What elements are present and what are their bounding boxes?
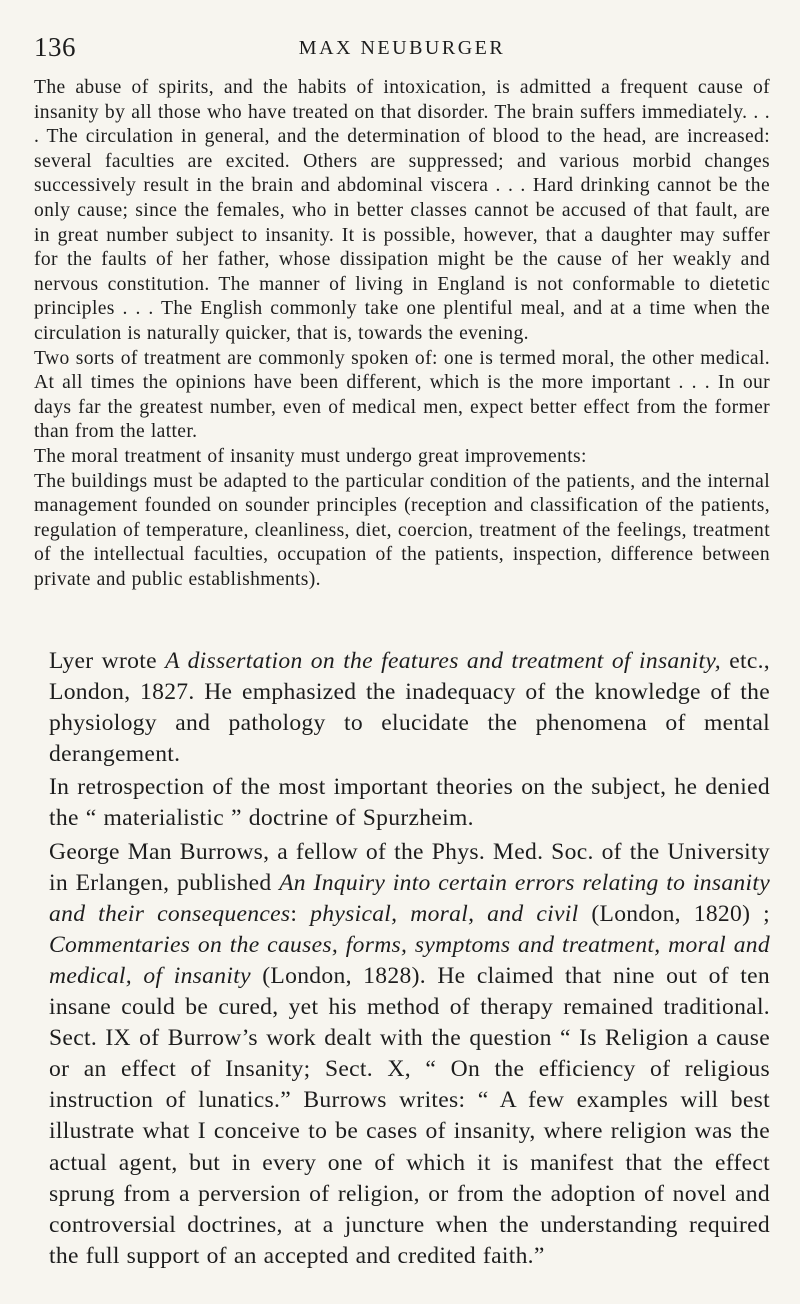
burrows-title-subtitle: physical, moral, and civil bbox=[310, 900, 579, 927]
paragraph-retrospection: In retrospection of the most important theories on the subject, he denied the “ materialistic ” doctrine of Spurzheim. bbox=[49, 774, 770, 832]
quote-paragraph-intoxication: The abuse of spirits, and the habits of intoxication, is admitted a frequent cause of insanity by all those who have treated on that disorder. The brain suffers immediately. . . . The circulation in general, and the determination of blood to the head, are increased: several faculties are excited. Others are suppressed; and various morbid changes successively result in the brain and abdominal viscera . . . Hard drinking cannot be the only cause; since the females, who in better classes cannot be accused of that fault, are in great number subject to insanity. It is possible, however, that a daughter may suffer for the faults of her father, whose dissipation might be the cause of her weakly and nervous constitution. The manner of living in England is not conformable to dietetic principles . . . The English commonly take one plentiful meal, and at a time when the circulation is naturally quicker, that is, towards the evening. bbox=[34, 77, 770, 344]
burrows-text-3: (London, 1820) ; bbox=[578, 900, 771, 927]
page-number: 136 bbox=[34, 32, 76, 62]
lyer-text-1: Lyer wrote bbox=[49, 648, 166, 674]
burrows-text-1: George Man Burrows, a fellow of the Phys. Med. Soc. of the University in Erlangen, published bbox=[49, 838, 770, 896]
quote-paragraph-moral-treatment: The moral treatment of insanity must undergo great improvements: bbox=[34, 445, 587, 467]
quote-paragraph-buildings: The buildings must be adapted to the particular condition of the patients, and the internal management founded on sounder principles (reception and classification of the patients, regulation of temperature, cleanliness, diet, coercion, treatment of the feelings, treatment of the intellectual faculties, occupation of the patients, inspection, difference between private and public establishments). bbox=[34, 470, 770, 590]
burrows-title-commentaries: Commentaries on the causes, forms, symptoms and treatment, moral and medical, of insanity bbox=[49, 931, 770, 989]
burrows-text-2: : bbox=[290, 900, 311, 927]
body-text bbox=[34, 646, 770, 1272]
burrows-title-inquiry: An Inquiry into certain errors relating to insanity and their consequences bbox=[49, 869, 771, 927]
lyer-text-2: etc., London, 1827. He emphasized the inadequacy of the knowledge of the physiology and pathology to elucidate the phenomena of mental derangement. bbox=[49, 648, 771, 768]
block-quote bbox=[34, 76, 770, 592]
burrows-text-4: (London, 1828). He claimed that nine out of ten insane could be cured, yet his method of therapy remained traditional. Sect. IX of Burrow’s work dealt with the question “ Is Religion a cause or an effect of Insanity; Sect. X, “ On the efficiency of religious instruction of lunatics.” Burrows writes: “ A few examples will best illustrate what I conceive to be cases of insanity, where religion was the actual agent, but in every one of which it is manifest that the effect sprung from a perversion of religion, or from the adoption of novel and controversial doctrines, at a juncture when the understanding required the full support of an accepted and credited faith.” bbox=[49, 962, 771, 1269]
quote-paragraph-treatment: Two sorts of treatment are commonly spoken of: one is termed moral, the other medical. At all times the opinions have been different, which is the more important . . . In our days far the greatest number, even of medical men, expect better effect from the former than from the latter. bbox=[34, 347, 770, 443]
paragraph-burrows bbox=[34, 837, 770, 1272]
running-head: MAX NEUBURGER bbox=[298, 37, 506, 59]
paragraph-lyer bbox=[34, 646, 770, 770]
page-header bbox=[34, 30, 770, 64]
lyer-book-title: A dissertation on the features and treatment of insanity, bbox=[165, 648, 721, 674]
